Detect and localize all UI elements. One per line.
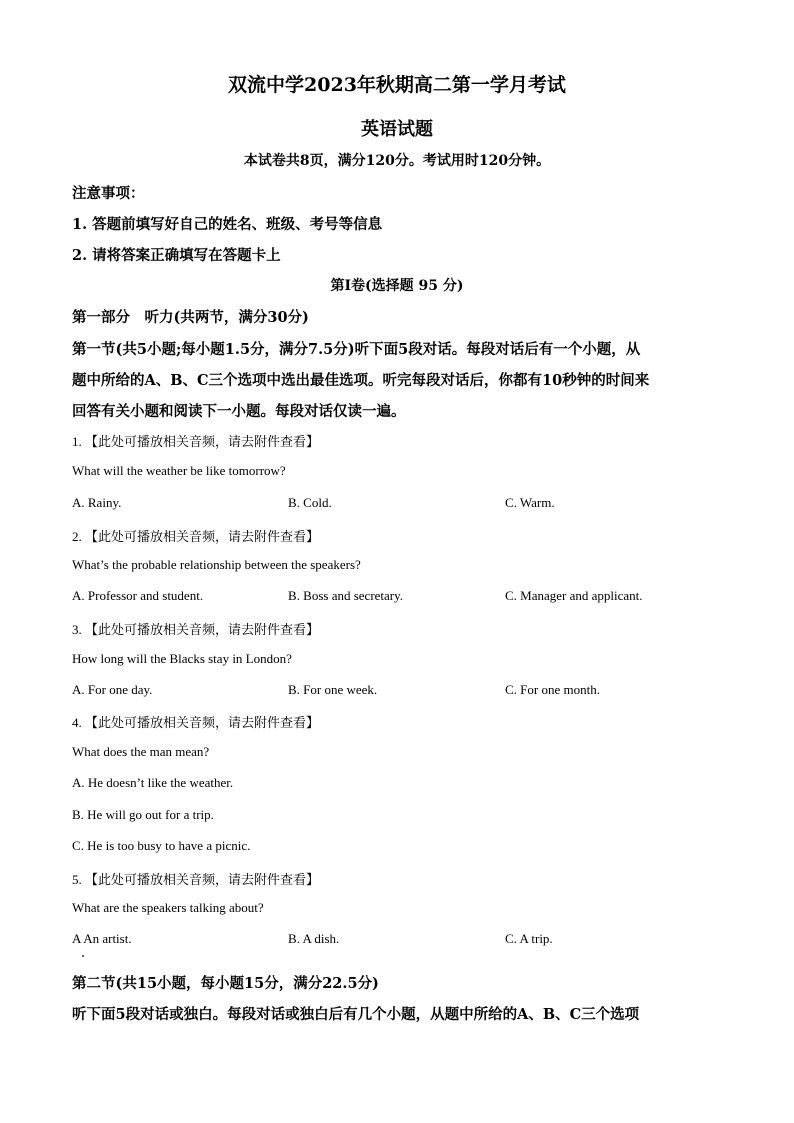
- question-number: 1.: [72, 434, 82, 449]
- audio-note: 【此处可播放相关音频，请去附件查看】: [85, 434, 320, 449]
- volume-heading: 第I卷(选择题 95 分): [330, 278, 464, 294]
- part1-heading: 第一部分 听力(共两节，满分30分): [72, 309, 309, 326]
- question-number: 4.: [72, 715, 82, 730]
- notice-item-2: 2. 请将答案正确填写在答题卡上: [72, 247, 281, 264]
- audio-note: 【此处可播放相关音频，请去附件查看】: [85, 872, 320, 887]
- audio-note: 【此处可播放相关音频，请去附件查看】: [85, 529, 320, 544]
- notice-heading: 注意事项：: [72, 185, 145, 202]
- question-3-option-a: A. For one day.: [72, 682, 153, 697]
- audio-note: 【此处可播放相关音频，请去附件查看】: [85, 622, 320, 637]
- section2-heading: 第二节(共15小题，每小题15分，满分22.5分): [72, 975, 379, 992]
- question-4-option-c: C. He is too busy to have a picnic.: [72, 838, 251, 853]
- question-1-option-c: C. Warm.: [505, 495, 555, 510]
- question-2-option-b: B. Boss and secretary.: [288, 588, 404, 603]
- question-4-text: What does the man mean?: [72, 744, 210, 759]
- section1-line-3: 回答有关小题和阅读下一小题。每段对话仅读一遍。: [72, 403, 406, 420]
- question-1-text: What will the weather be like tomorrow?: [72, 463, 286, 478]
- question-1-option-b: B. Cold.: [288, 495, 332, 510]
- question-3-option-c: C. For one month.: [505, 682, 600, 697]
- question-4-option-b: B. He will go out for a trip.: [72, 807, 214, 822]
- question-number: 5.: [72, 872, 82, 887]
- question-5-option-a: A An artist.: [72, 931, 132, 946]
- question-2-option-c: C. Manager and applicant.: [505, 588, 643, 603]
- exam-info: 本试卷共8页，满分120分。考试用时120分钟。: [243, 153, 551, 169]
- question-2-audio[interactable]: [72, 526, 319, 545]
- question-3-option-b: B. For one week.: [288, 682, 378, 697]
- exam-title: 双流中学2023年秋期高二第一学月考试: [228, 74, 566, 96]
- question-5-audio[interactable]: [72, 869, 319, 888]
- question-number: 2.: [72, 529, 82, 544]
- section1-line-2: 题中所给的A、B、C三个选项中选出最佳选项。听完每段对话后，你都有10秒钟的时间来: [72, 372, 650, 389]
- section2-line: 听下面5段对话或独白。每段对话或独白后有几个小题，从题中所给的A、B、C三个选项: [72, 1006, 640, 1023]
- question-1-audio[interactable]: [72, 431, 319, 450]
- question-4-option-a: A. He doesn’t like the weather.: [72, 775, 234, 790]
- question-3-audio[interactable]: [72, 619, 319, 638]
- question-2-option-a: A. Professor and student.: [72, 588, 204, 603]
- question-5-option-c: C. A trip.: [505, 931, 553, 946]
- section1-line-1: 第一节(共5小题;每小题1.5分，满分7.5分)听下面5段对话。每段对话后有一个小题，从: [72, 341, 641, 358]
- stray-mark: [82, 955, 84, 957]
- audio-note: 【此处可播放相关音频，请去附件查看】: [85, 715, 320, 730]
- exam-subtitle: 英语试题: [361, 119, 433, 140]
- question-3-text: How long will the Blacks stay in London?: [72, 651, 292, 666]
- question-4-audio[interactable]: [72, 712, 319, 731]
- question-5-option-b: B. A dish.: [288, 931, 340, 946]
- question-5-text: What are the speakers talking about?: [72, 900, 264, 915]
- question-2-text: What’s the probable relationship between the speakers?: [72, 557, 361, 572]
- question-number: 3.: [72, 622, 82, 637]
- notice-item-1: 1. 答题前填写好自己的姓名、班级、考号等信息: [72, 216, 383, 233]
- question-1-option-a: A. Rainy.: [72, 495, 122, 510]
